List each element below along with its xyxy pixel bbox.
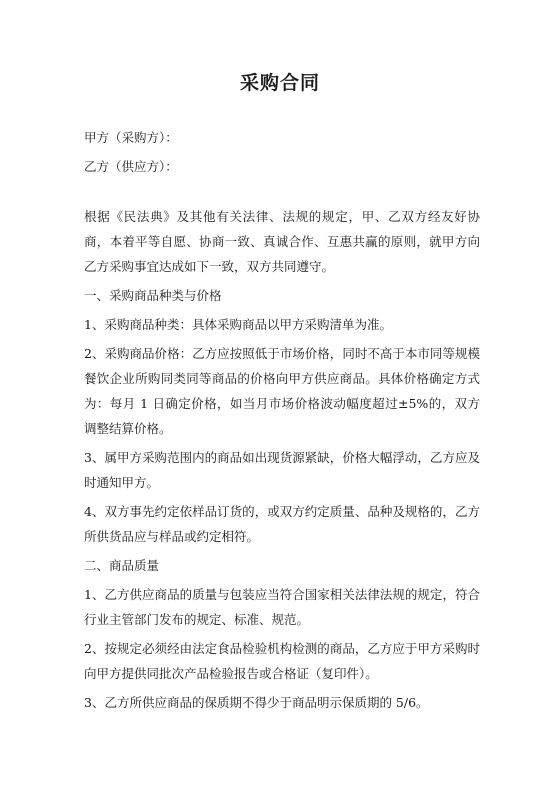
clause-2-3: 3、乙方所供应商品的保质期不得少于商品明示保质期的 5/6。 bbox=[84, 695, 429, 710]
clause-1-4: 4、双方事先约定依样品订货的，或双方约定质量、品种及规格的，乙方所供货品应与样品或约定相符。 bbox=[84, 504, 480, 544]
party-a-label: 甲方（采购方）： bbox=[84, 130, 178, 145]
clause-1-1: 1、采购商品种类：具体采购商品以甲方采购清单为准。 bbox=[84, 317, 392, 332]
clause-2-2: 2、按规定必须经由法定食品检验机构检测的商品，乙方应于甲方采购时向甲方提供同批次产品检验报告或合格证（复印件）。 bbox=[84, 641, 480, 681]
clause-1-2: 2、采购商品价格：乙方应按照低于市场价格，同时不高于本市同等规模餐饮企业所购同类同等商品的价格向甲方供应商品。具体价格确定方式为：每月 1 日确定价格，如当月市场价格波动幅度超过±5%的，双方调整结算价格。 bbox=[84, 346, 480, 436]
section-heading-1: 一、采购商品种类与价格 bbox=[84, 288, 222, 303]
clause-2-1: 1、乙方供应商品的质量与包装应当符合国家相关法律法规的规定，符合行业主管部门发布的规定、标准、规范。 bbox=[84, 587, 480, 627]
clause-1-3: 3、属甲方采购范围内的商品如出现货源紧缺，价格大幅浮动，乙方应及时通知甲方。 bbox=[84, 450, 480, 490]
document-title: 采购合同 bbox=[239, 72, 320, 94]
contract-body bbox=[84, 204, 480, 719]
section-heading-2: 二、商品质量 bbox=[84, 558, 160, 573]
party-b-label: 乙方（供应方）： bbox=[84, 159, 178, 174]
preamble-paragraph: 根据《民法典》及其他有关法律、法规的规定，甲、乙双方经友好协商，本着平等自愿、协商一致、真诚合作、互惠共赢的原则，就甲方向乙方采购事宜达成如下一致，双方共同遵守。 bbox=[84, 209, 480, 274]
